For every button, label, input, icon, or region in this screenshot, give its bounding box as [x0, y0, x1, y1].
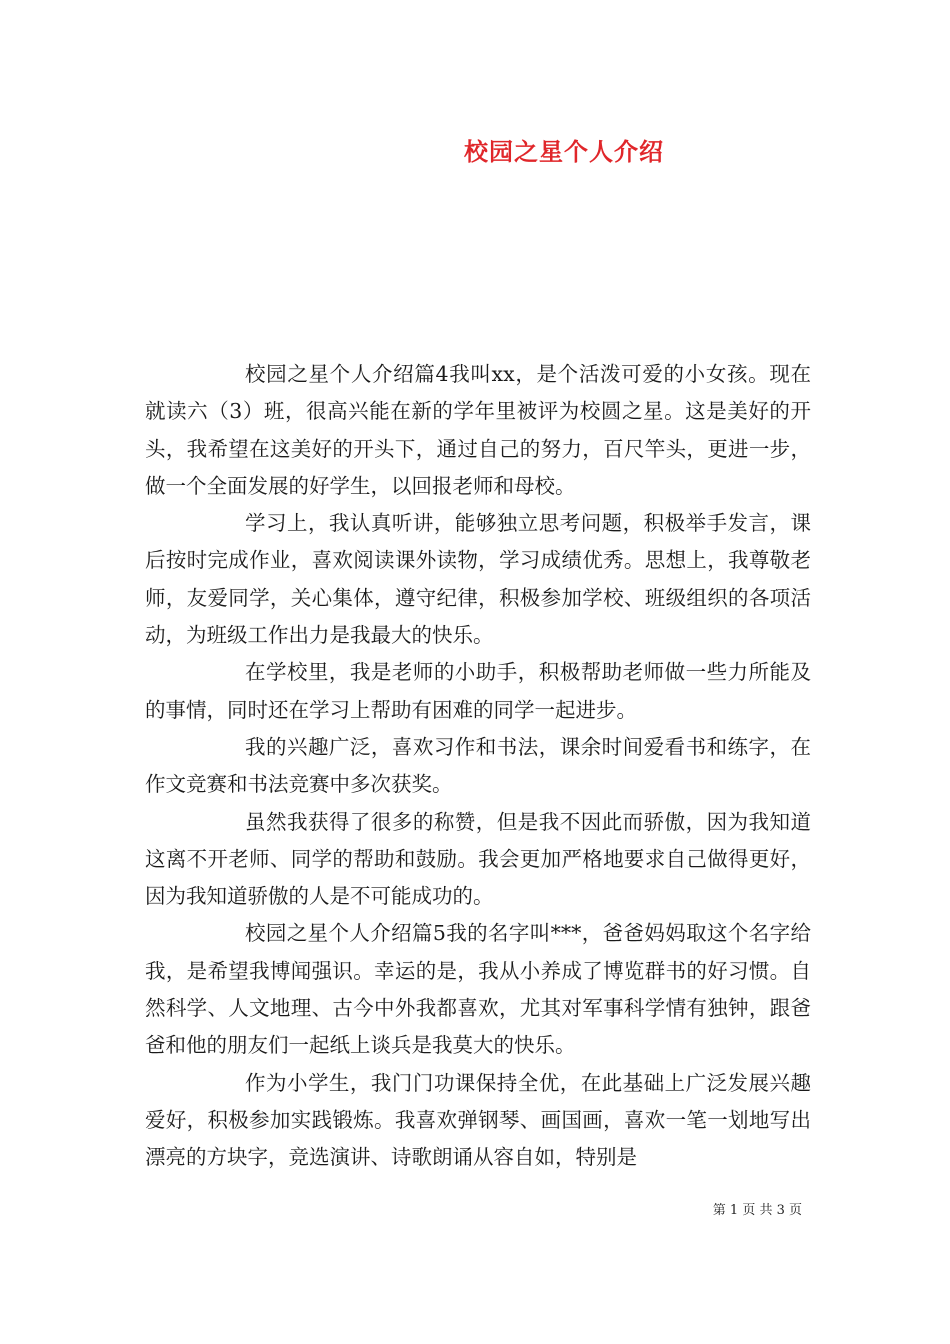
document-body — [145, 356, 811, 1177]
paragraph: 作为小学生，我门门功课保持全优，在此基础上广泛发展兴趣爱好，积极参加实践锻炼。我喜欢弹钢琴、画国画，喜欢一笔一划地写出漂亮的方块字，竞选演讲、诗歌朗诵从容自如，特别是 — [145, 1070, 811, 1170]
paragraph: 学习上，我认真听讲，能够独立思考问题，积极举手发言，课后按时完成作业，喜欢阅读课外读物，学习成绩优秀。思想上，我尊敬老师，友爱同学，关心集体，遵守纪律，积极参加学校、班级组织的各项活动，为班级工作出力是我最大的快乐。 — [145, 511, 811, 648]
paragraph: 在学校里，我是老师的小助手，积极帮助老师做一些力所能及的事情，同时还在学习上帮助有困难的同学一起进步。 — [145, 660, 811, 722]
paragraph: 我的兴趣广泛，喜欢习作和书法，课余时间爱看书和练字，在作文竞赛和书法竞赛中多次获奖。 — [145, 734, 811, 797]
paragraph: 校园之星个人介绍篇5我的名字叫***，爸爸妈妈取这个名字给我，是希望我博闻强识。幸运的是，我从小养成了博览群书的好习惯。自然科学、人文地理、古今中外我都喜欢，尤其对军事科学情有独钟，跟爸爸和他的朋友们一起纸上谈兵是我莫大的快乐。 — [145, 921, 811, 1058]
document-title: 校园之星个人介绍 — [464, 137, 664, 166]
paragraph: 校园之星个人介绍篇4我叫xx，是个活泼可爱的小女孩。现在就读六（3）班，很高兴能在新的学年里被评为校圆之星。这是美好的开头，我希望在这美好的开头下，通过自己的努力，百尺竿头，更进一步，做一个全面发展的好学生，以回报老师和母校。 — [145, 362, 811, 498]
paragraph: 虽然我获得了很多的称赞，但是我不因此而骄傲，因为我知道这离不开老师、同学的帮助和鼓励。我会更加严格地要求自己做得更好，因为我知道骄傲的人是不可能成功的。 — [145, 809, 811, 909]
page-number-footer: 第 1 页 共 3 页 — [712, 1203, 802, 1218]
